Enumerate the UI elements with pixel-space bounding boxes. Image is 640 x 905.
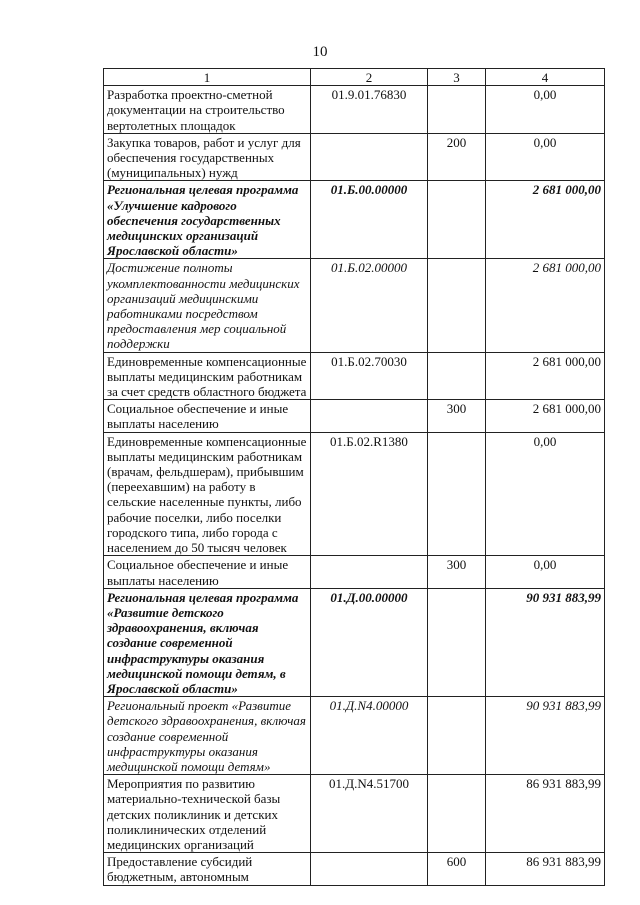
table-row	[104, 259, 605, 352]
header-col-2: 2	[311, 69, 428, 86]
row-amount: 2 681 000,00	[486, 181, 605, 259]
row-name: Региональный проект «Развитие детского здравоохранения, включая создание современной инфраструктуры оказания медицинской помощи детям»	[104, 697, 311, 775]
row-expense-type	[428, 588, 486, 696]
table-row	[104, 181, 605, 259]
row-expense-type: 300	[428, 400, 486, 432]
header-row	[104, 69, 605, 86]
row-expense-type	[428, 697, 486, 775]
row-name: Региональная целевая программа «Развитие детского здравоохранения, включая создание современной инфраструктуры оказания медицинской помощи детям, в Ярославской области»	[104, 588, 311, 696]
row-expense-type	[428, 86, 486, 134]
row-code: 01.Д.N4.51700	[311, 775, 428, 853]
row-expense-type: 200	[428, 133, 486, 181]
row-amount: 0,00	[486, 133, 605, 181]
table-row	[104, 775, 605, 853]
row-code: 01.Д.00.00000	[311, 588, 428, 696]
row-amount: 0,00	[486, 556, 605, 588]
row-expense-type	[428, 352, 486, 400]
page-number: 10	[312, 44, 328, 60]
header-col-3: 3	[428, 69, 486, 86]
table-row	[104, 352, 605, 400]
row-name: Социальное обеспечение и иные выплаты населению	[104, 400, 311, 432]
table-body	[104, 86, 605, 885]
header-col-4: 4	[486, 69, 605, 86]
header-col-1: 1	[104, 69, 311, 86]
row-code: 01.Б.00.00000	[311, 181, 428, 259]
row-name: Единовременные компенсационные выплаты медицинским работникам за счет средств областного бюджета	[104, 352, 311, 400]
row-amount: 0,00	[486, 432, 605, 556]
row-expense-type	[428, 259, 486, 352]
row-name: Достижение полноты укомплектованности медицинских организаций медицинскими работниками посредством предоставления мер социальной поддержки	[104, 259, 311, 352]
row-name: Мероприятия по развитию материально-технической базы детских поликлиник и детских поликлинических отделений медицинских организаций	[104, 775, 311, 853]
row-code: 01.9.01.76830	[311, 86, 428, 134]
row-code: 01.Б.02.R1380	[311, 432, 428, 556]
table-row	[104, 133, 605, 181]
table-row	[104, 853, 605, 885]
row-name: Региональная целевая программа «Улучшение кадрового обеспечения государственных медицинских организаций Ярославской области»	[104, 181, 311, 259]
row-name: Разработка проектно-сметной документации на строительство вертолетных площадок	[104, 86, 311, 134]
row-expense-type: 600	[428, 853, 486, 885]
row-amount: 0,00	[486, 86, 605, 134]
row-amount: 2 681 000,00	[486, 400, 605, 432]
row-amount: 90 931 883,99	[486, 588, 605, 696]
row-code: 01.Б.02.70030	[311, 352, 428, 400]
row-amount: 86 931 883,99	[486, 775, 605, 853]
row-amount: 2 681 000,00	[486, 352, 605, 400]
row-code	[311, 400, 428, 432]
row-code: 01.Б.02.00000	[311, 259, 428, 352]
table-row	[104, 86, 605, 134]
row-code	[311, 853, 428, 885]
row-expense-type	[428, 432, 486, 556]
row-amount: 2 681 000,00	[486, 259, 605, 352]
table-row	[104, 400, 605, 432]
row-amount: 86 931 883,99	[486, 853, 605, 885]
row-code	[311, 556, 428, 588]
row-name: Закупка товаров, работ и услуг для обеспечения государственных (муниципальных) нужд	[104, 133, 311, 181]
row-expense-type: 300	[428, 556, 486, 588]
table-row	[104, 556, 605, 588]
budget-table	[103, 68, 605, 886]
row-name: Социальное обеспечение и иные выплаты населению	[104, 556, 311, 588]
row-code: 01.Д.N4.00000	[311, 697, 428, 775]
row-code	[311, 133, 428, 181]
table-row	[104, 432, 605, 556]
row-name: Предоставление субсидий бюджетным, автономным	[104, 853, 311, 885]
table-header	[104, 69, 605, 86]
table-row	[104, 588, 605, 696]
table-row	[104, 697, 605, 775]
row-amount: 90 931 883,99	[486, 697, 605, 775]
row-expense-type	[428, 775, 486, 853]
row-name: Единовременные компенсационные выплаты медицинским работникам (врачам, фельдшерам), прибывшим (переехавшим) на работу в сельские населенные пункты, либо рабочие поселки, либо поселки городского типа, либо города с населением до 50 тысяч человек	[104, 432, 311, 556]
row-expense-type	[428, 181, 486, 259]
